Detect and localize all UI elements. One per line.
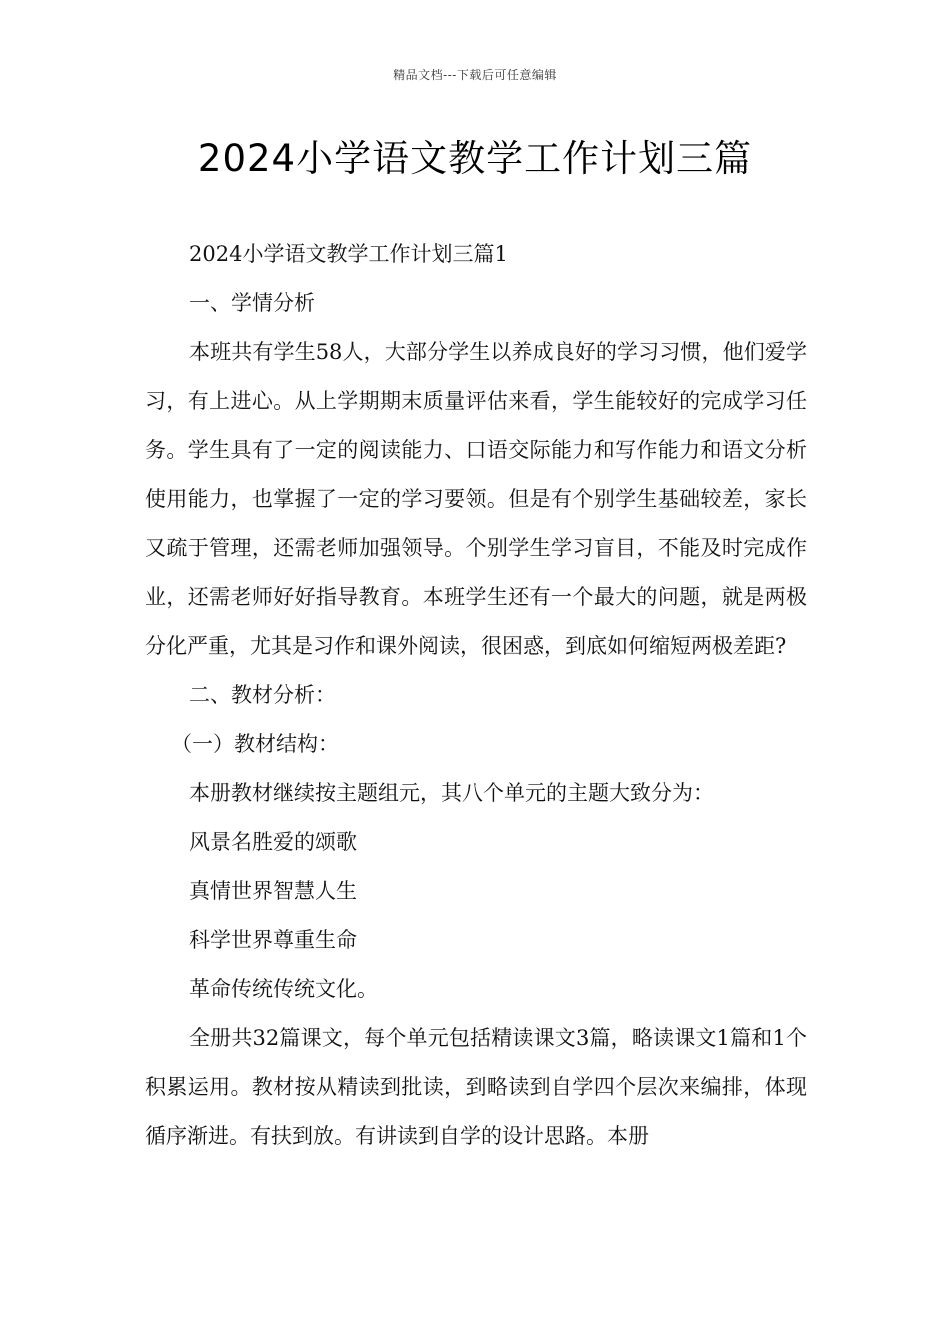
document-body — [145, 230, 807, 1161]
list-item: 真情世界智慧人生 — [189, 879, 357, 903]
header-note: 精品文档---下载后可任意编辑 — [393, 68, 557, 82]
body-paragraph: 全册共32篇课文，每个单元包括精读课文3篇，略读课文1篇和1个积累运用。教材按从精读到批读，到略读到自学四个层次来编排，体现循序渐进。有扶到放。有讲读到自学的设计思路。本册 — [145, 1026, 807, 1148]
subsection-heading: 一、学情分析 — [189, 291, 315, 315]
list-item: 科学世界尊重生命 — [189, 928, 357, 952]
subsection-heading: 二、教材分析： — [189, 683, 336, 707]
document-title: 2024小学语文教学工作计划三篇 — [197, 137, 753, 180]
list-item: 风景名胜爱的颂歌 — [189, 830, 357, 854]
body-paragraph: 本班共有学生58人，大部分学生以养成良好的学习习惯，他们爱学习，有上进心。从上学期期末质量评估来看，学生能较好的完成学习任务。学生具有了一定的阅读能力、口语交际能力和写作能力和语文分析使用能力，也掌握了一定的学习要领。但是有个别学生基础较差，家长又疏于管理，还需老师加强领导。个别学生学习盲目，不能及时完成作业，还需老师好好指导教育。本班学生还有一个最大的问题，就是两极分化严重，尤其是习作和课外阅读，很困惑，到底如何缩短两极差距? — [145, 340, 807, 658]
section-heading: 2024小学语文教学工作计划三篇1 — [189, 242, 508, 266]
subsection-heading: （一）教材结构： — [171, 732, 339, 756]
list-item: 革命传统传统文化。 — [189, 977, 378, 1001]
body-paragraph: 本册教材继续按主题组元，其八个单元的主题大致分为： — [189, 781, 714, 805]
